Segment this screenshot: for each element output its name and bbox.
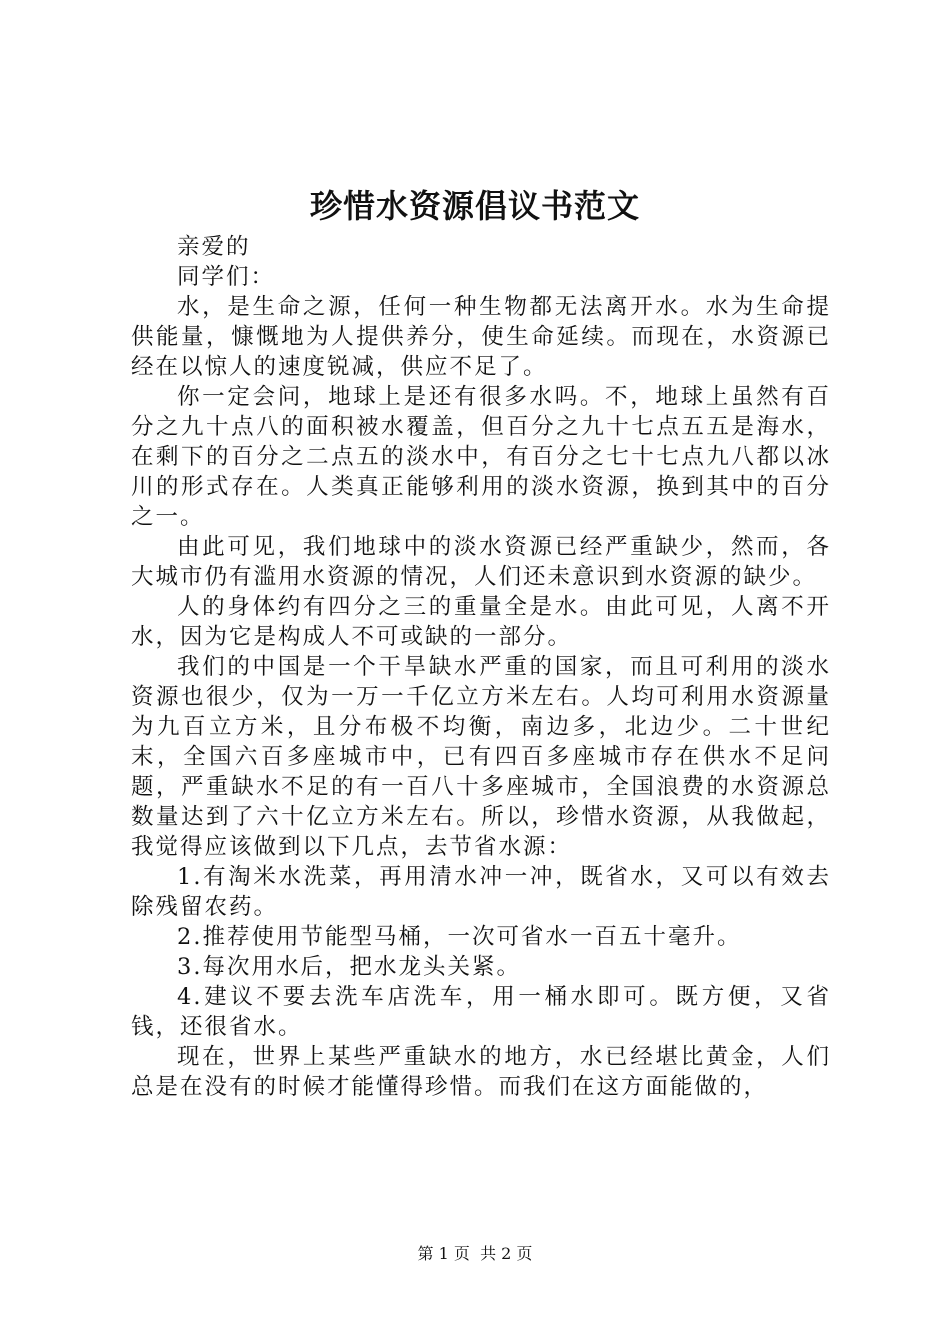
page-number: 第 1 页 共 2 页 [417, 1244, 533, 1263]
salutation-line-1: 亲爱的 [177, 234, 251, 260]
page-footer [0, 1244, 950, 1264]
paragraph: 你一定会问，地球上是还有很多水吗。不，地球上虽然有百分之九十点八的面积被水覆盖，但百分之九十七点五五是海水，在剩下的百分之二点五的淡水中，有百分之七十七点九八都以冰川的形式存在。人类真正能够利用的淡水资源，换到其中的百分之一。 [131, 384, 831, 530]
paragraph: 由此可见，我们地球中的淡水资源已经严重缺少，然而，各大城市仍有滥用水资源的情况，人们还未意识到水资源的缺少。 [131, 534, 831, 590]
document-title: 珍惜水资源倡议书范文 [309, 187, 640, 225]
paragraph: 我们的中国是一个干旱缺水严重的国家，而且可利用的淡水资源也很少，仅为一万一千亿立方米左右。人均可利用水资源量为九百立方米，且分布极不均衡，南边多，北边少。二十世纪末，全国六百多座城市中，已有四百多座城市存在供水不足问题，严重缺水不足的有一百八十多座城市，全国浪费的水资源总数量达到了六十亿立方米左右。所以，珍惜水资源，从我做起，我觉得应该做到以下几点，去节省水源： [131, 654, 831, 860]
list-item: 4.建议不要去洗车店洗车，用一桶水即可。既方便，又省钱，还很省水。 [131, 984, 831, 1040]
paragraph: 人的身体约有四分之三的重量全是水。由此可见，人离不开水，因为它是构成人不可或缺的一部分。 [131, 594, 831, 650]
list-item: 3.每次用水后，把水龙头关紧。 [177, 954, 521, 980]
salutation-line-2: 同学们： [177, 264, 276, 290]
list-item: 2.推荐使用节能型马桶，一次可省水一百五十毫升。 [177, 924, 742, 950]
list-item: 1.有淘米水洗菜，再用清水冲一冲，既省水，又可以有效去除残留农药。 [131, 864, 831, 920]
document-body [131, 232, 831, 1102]
paragraph: 水，是生命之源，任何一种生物都无法离开水。水为生命提供能量，慷慨地为人提供养分，使生命延续。而现在，水资源已经在以惊人的速度锐减，供应不足了。 [131, 294, 831, 380]
paragraph: 现在，世界上某些严重缺水的地方，水已经堪比黄金，人们总是在没有的时候才能懂得珍惜。而我们在这方面能做的， [131, 1044, 831, 1100]
